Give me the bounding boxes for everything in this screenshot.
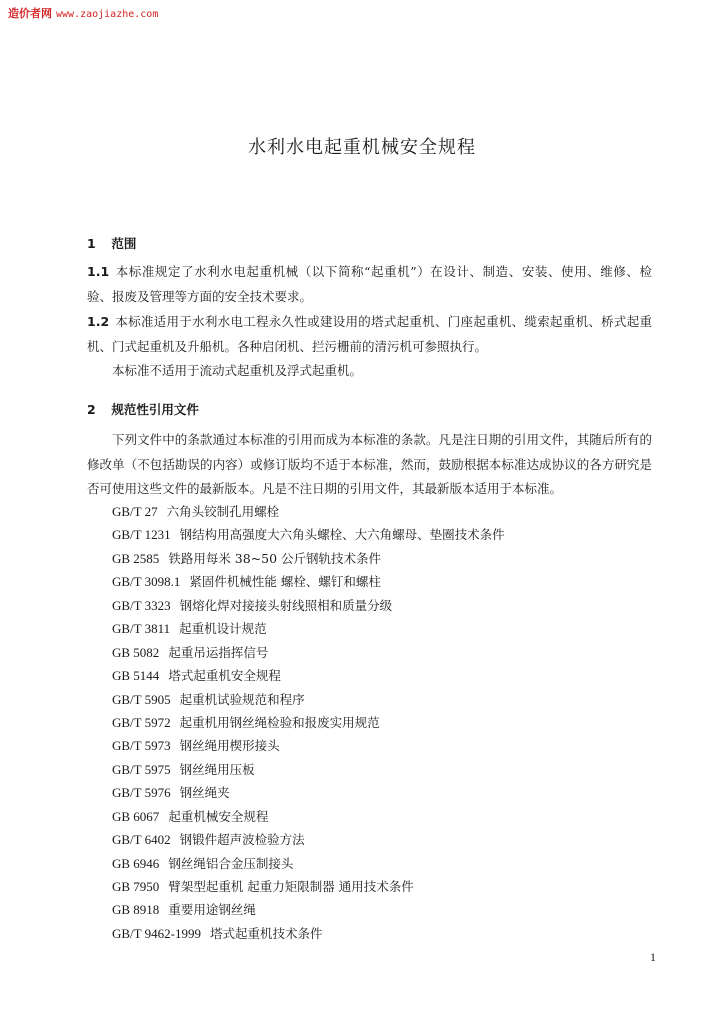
reference-item bbox=[112, 922, 505, 945]
clause-1-2-exclusion: 本标准不适用于流动式起重机及浮式起重机。 bbox=[112, 363, 363, 378]
reference-item bbox=[112, 570, 505, 593]
reference-item bbox=[112, 828, 505, 851]
reference-item bbox=[112, 664, 505, 687]
reference-title: 重要用途钢丝绳 bbox=[168, 902, 256, 918]
reference-item bbox=[112, 711, 505, 734]
reference-item bbox=[112, 875, 505, 898]
reference-title: 六角头铰制孔用螺栓 bbox=[166, 504, 280, 519]
clause-number: 1.2 bbox=[87, 314, 110, 329]
watermark-url: www.zaojiazhe.com bbox=[56, 9, 159, 20]
reference-item bbox=[112, 688, 505, 711]
reference-title: 钢结构用高强度大六角头螺栓、大六角螺母、垫圈技术条件 bbox=[179, 527, 505, 543]
reference-title: 塔式起重机安全规程 bbox=[168, 668, 281, 684]
reference-code: GB/T 5972 bbox=[112, 714, 171, 730]
reference-code: GB 5082 bbox=[112, 644, 160, 660]
reference-code: GB/T 5905 bbox=[112, 691, 171, 707]
page-number: 1 bbox=[650, 950, 656, 964]
reference-item bbox=[112, 898, 505, 921]
clause-text: 本标准规定了水利水电起重机械（以下简称“起重机”）在设计、制造、安装、使用、维修、检验、报废及管理等方面的安全技术要求。 bbox=[87, 264, 652, 304]
clause-number: 1.1 bbox=[87, 264, 110, 279]
reference-code: GB 6067 bbox=[112, 808, 160, 824]
reference-title: 塔式起重机技术条件 bbox=[209, 925, 323, 941]
watermark bbox=[8, 5, 158, 21]
section-title: 范围 bbox=[111, 236, 137, 251]
reference-code: GB 6946 bbox=[112, 855, 160, 871]
reference-code: GB/T 1231 bbox=[112, 527, 171, 543]
reference-item bbox=[112, 617, 505, 640]
reference-code: GB 2585 bbox=[112, 550, 160, 566]
reference-code: GB 7950 bbox=[112, 879, 160, 894]
reference-title: 起重机试验规范和程序 bbox=[179, 691, 305, 707]
reference-code: GB/T 5973 bbox=[112, 738, 171, 754]
reference-item bbox=[112, 523, 505, 546]
reference-title: 钢丝绳用压板 bbox=[179, 761, 255, 777]
reference-code: GB/T 27 bbox=[112, 504, 158, 519]
reference-code: GB/T 3098.1 bbox=[112, 574, 181, 590]
reference-title: 铁路用每米 38~50 公斤钢轨技术条件 bbox=[168, 550, 382, 566]
reference-title: 起重机设计规范 bbox=[179, 621, 267, 637]
reference-item bbox=[112, 641, 505, 664]
reference-code: GB/T 9462-1999 bbox=[112, 925, 201, 941]
section-number: 1 bbox=[87, 236, 96, 251]
clause-1-2 bbox=[87, 310, 652, 359]
reference-code: GB/T 6402 bbox=[112, 832, 171, 848]
reference-title: 起重吊运指挥信号 bbox=[168, 644, 269, 660]
reference-item bbox=[112, 781, 505, 804]
clause-1-1 bbox=[87, 260, 652, 309]
watermark-site: 造价者网 bbox=[8, 7, 52, 20]
reference-title: 起重机用钢丝绳检验和报废实用规范 bbox=[179, 714, 380, 730]
reference-code: GB 5144 bbox=[112, 668, 160, 684]
reference-title: 臂架型起重机 起重力矩限制器 通用技术条件 bbox=[168, 879, 414, 894]
section-heading-scope bbox=[87, 234, 136, 252]
section-number: 2 bbox=[87, 402, 96, 417]
reference-code: GB/T 5975 bbox=[112, 761, 171, 777]
clause-text: 本标准适用于水利水电工程永久性或建设用的塔式起重机、门座起重机、缆索起重机、桥式起重机、门式起重机及升船机。各种启闭机、拦污栅前的清污机可参照执行。 bbox=[87, 314, 652, 354]
reference-item bbox=[112, 805, 505, 828]
reference-title: 钢丝绳用楔形接头 bbox=[179, 738, 280, 754]
document-title: 水利水电起重机械安全规程 bbox=[248, 137, 476, 158]
reference-item bbox=[112, 758, 505, 781]
reference-title: 起重机械安全规程 bbox=[168, 808, 269, 824]
reference-title: 钢熔化焊对接接头射线照相和质量分级 bbox=[179, 597, 393, 613]
reference-code: GB/T 3323 bbox=[112, 597, 171, 613]
reference-item bbox=[112, 594, 505, 617]
reference-code: GB/T 3811 bbox=[112, 621, 171, 637]
section-heading-references bbox=[87, 400, 199, 418]
reference-item bbox=[112, 500, 505, 523]
reference-code: GB/T 5976 bbox=[112, 785, 171, 801]
reference-item bbox=[112, 734, 505, 757]
reference-list bbox=[112, 500, 505, 945]
section-title: 规范性引用文件 bbox=[111, 402, 199, 417]
reference-item bbox=[112, 547, 505, 570]
reference-item bbox=[112, 852, 505, 875]
reference-title: 钢锻件超声波检验方法 bbox=[179, 832, 305, 848]
reference-code: GB 8918 bbox=[112, 902, 160, 918]
reference-title: 钢丝绳铝合金压制接头 bbox=[168, 855, 294, 871]
reference-title: 钢丝绳夹 bbox=[179, 785, 230, 801]
reference-title: 紧固件机械性能 螺栓、螺钉和螺柱 bbox=[189, 574, 381, 590]
references-intro: 下列文件中的条款通过本标准的引用而成为本标准的条款。凡是注日期的引用文件，其随后所有的修改单（不包括勘误的内容）或修订版均不适于本标准，然而，鼓励根据本标准达成协议的各方研究是否可使用这些文件的最新版本。凡是不注日期的引用文件，其最新版本适用于本标准。 bbox=[87, 432, 652, 496]
